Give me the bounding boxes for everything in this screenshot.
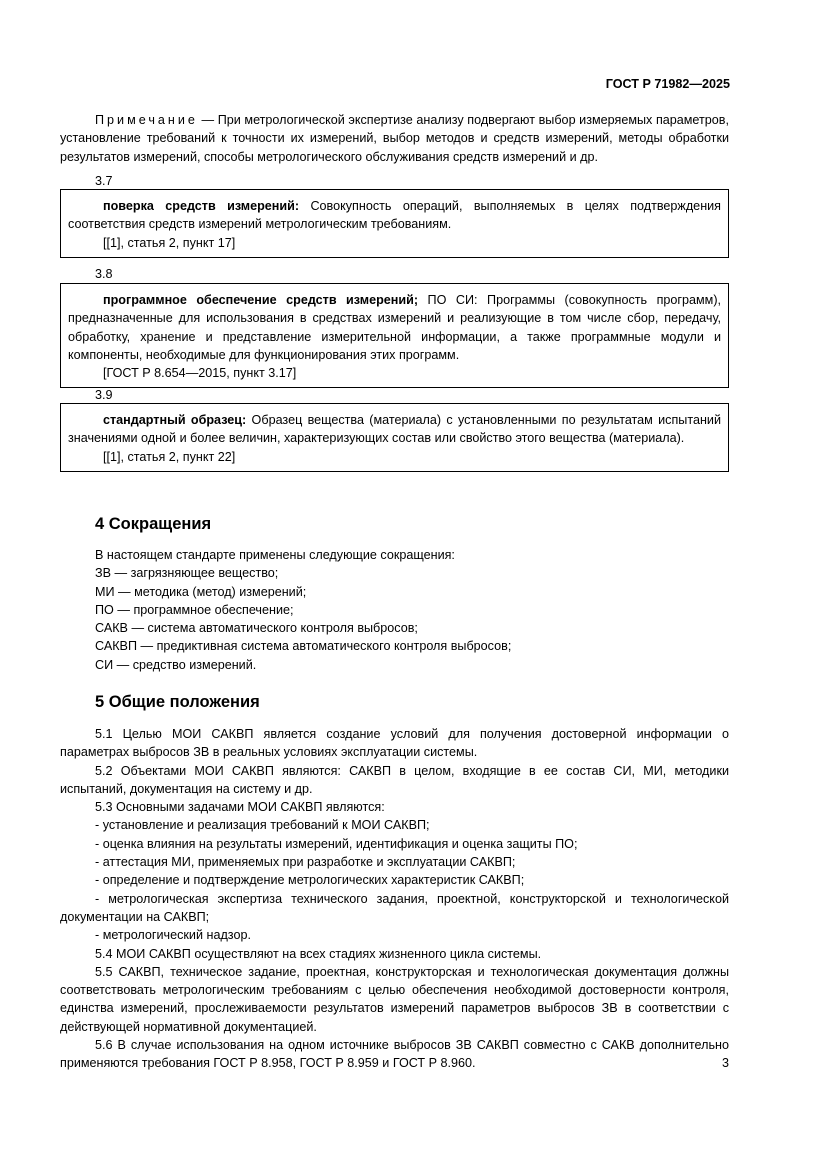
section-5-heading: 5 Общие положения — [95, 693, 260, 711]
term-name: стандартный образец: — [103, 413, 247, 427]
abbreviation-item: СИ — средство измерений. — [95, 657, 257, 672]
task-item: - метрологический надзор. — [95, 928, 251, 943]
term-box-3-8 — [60, 283, 729, 388]
clause-5-2: 5.2 Объектами МОИ САКВП являются: САКВП в целом, входящие в ее состав СИ, МИ, методики испытаний, документация на систему и др. — [60, 763, 729, 796]
clause-5-4: 5.4 МОИ САКВП осуществляют на всех стадиях жизненного цикла системы. — [95, 946, 542, 961]
task-item: - метрологическая экспертиза технического задания, проектной, конструкторской и технологической документации на САКВП; — [60, 891, 729, 924]
term-name: программное обеспечение средств измерений; — [103, 293, 419, 307]
clause-5-3: 5.3 Основными задачами МОИ САКВП являются: — [95, 800, 385, 815]
term-source: [[1], статья 2, пункт 17] — [103, 235, 236, 250]
task-item: - аттестация МИ, применяемых при разработке и эксплуатации САКВП; — [95, 855, 516, 870]
note-paragraph — [60, 111, 729, 166]
abbreviations-list — [95, 546, 729, 674]
page-number: 3 — [721, 1056, 729, 1070]
abbreviation-item: ЗВ — загрязняющее вещество; — [95, 566, 279, 581]
term-number: 3.9 — [95, 388, 113, 402]
term-definition: ПО СИ: Программы (совокупность программ), предназначенные для использования в средствах измерений и реализующие в том числе сбор, передачу, обработку, хранение и представление измерительной информации, а также программные модули и компоненты, необходимые для функционирования этих программ. — [68, 293, 722, 362]
term-source: [ГОСТ Р 8.654—2015, пункт 3.17] — [103, 366, 297, 381]
abbreviation-item: МИ — методика (метод) измерений; — [95, 584, 307, 599]
task-item: - установление и реализация требований к МОИ САКВП; — [95, 818, 430, 833]
document-id-header: ГОСТ Р 71982—2025 — [605, 77, 730, 91]
abbreviations-intro: В настоящем стандарте применены следующие сокращения: — [95, 548, 455, 562]
clause-5-1: 5.1 Целью МОИ САКВП является создание условий для получения достоверной информации о параметрах выбросов ЗВ в реальных условиях эксплуатации системы. — [60, 727, 729, 760]
term-number: 3.8 — [95, 267, 113, 281]
abbreviation-item: САКВ — система автоматического контроля выбросов; — [95, 621, 418, 636]
clause-5-6: 5.6 В случае использования на одном источнике выбросов ЗВ САКВП совместно с САКВ дополнительно применяются требования ГОСТ Р 8.958, ГОСТ Р 8.959 и ГОСТ Р 8.960. — [60, 1038, 729, 1071]
section-4-heading: 4 Сокращения — [95, 515, 212, 533]
clause-5-5: 5.5 САКВП, техническое задание, проектная, конструкторская и технологическая документация должны соответствовать метрологическим требованиям с целью обеспечения необходимой достоверности контроля, единства измерений, прослеживаемости результатов измерений параметров выбросов ЗВ в соответствии с действующей нормативной документацией. — [60, 964, 729, 1034]
task-item: - определение и подтверждение метрологических характеристик САКВП; — [95, 873, 525, 888]
section-5-body — [60, 725, 729, 1073]
note-label: Примечание — [95, 113, 198, 127]
abbreviation-item: ПО — программное обеспечение; — [95, 602, 294, 617]
term-source: [[1], статья 2, пункт 22] — [103, 449, 236, 464]
term-box-3-7 — [60, 189, 729, 258]
term-box-3-9 — [60, 403, 729, 472]
term-name: поверка средств измерений: — [103, 199, 300, 213]
abbreviation-item: САКВП — предиктивная система автоматического контроля выбросов; — [95, 639, 512, 654]
term-definition: Совокупность операций, выполняемых в целях подтверждения соответствия средств измерений метрологическим требованиям. — [68, 199, 721, 232]
term-definition: Образец вещества (материала) с установленными по результатам испытаний значениями одной и более величин, характеризующих состав или свойство этого вещества (материала). — [68, 413, 721, 446]
term-number: 3.7 — [95, 174, 113, 188]
note-text: — При метрологической экспертизе анализу подвергают выбор измеряемых параметров, установление требований к точности их измерений, выбор методов и средств измерений, методы обработки результатов измерений, способы метрологического обслуживания средств измерений и др. — [60, 113, 729, 164]
task-item: - оценка влияния на результаты измерений, идентификация и оценка защиты ПО; — [95, 836, 578, 851]
